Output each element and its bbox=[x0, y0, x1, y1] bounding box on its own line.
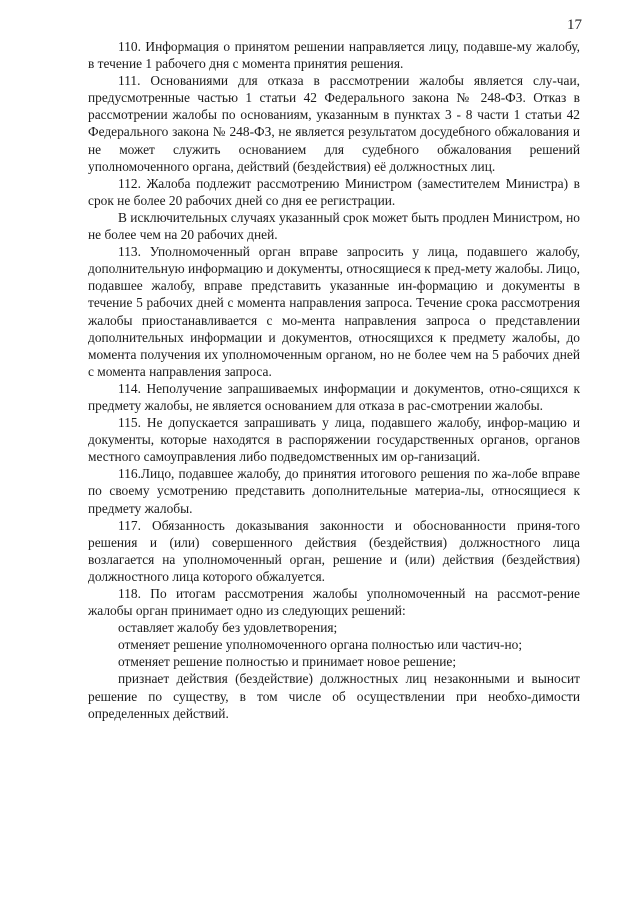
paragraph-118: 118. По итогам рассмотрения жалобы уполномоченный на рассмот-рение жалобы орган принимает одно из следующих решений: bbox=[88, 586, 580, 619]
paragraph-112: 112. Жалоба подлежит рассмотрению Министром (заместителем Министра) в срок не более 20 рабочих дней со дня ее регистрации. bbox=[88, 175, 580, 208]
page-number: 17 bbox=[567, 17, 582, 33]
decision-option-cancel-new: отменяет решение полностью и принимает новое решение; bbox=[118, 654, 457, 670]
paragraph-112-exception: В исключительных случаях указанный срок может быть продлен Министром, но не более чем на 20 рабочих дней. bbox=[88, 209, 580, 243]
paragraph-116: 116.Лицо, подавшее жалобу, до принятия итогового решения по жа-лобе вправе по своему усмотрению представить дополнительные материа-лы, относящиеся к предмету жалобы. bbox=[88, 466, 580, 516]
paragraph-111: 111. Основаниями для отказа в рассмотрении жалобы является слу-чаи, предусмотренные частью 1 статьи 42 Федерального закона № 248-ФЗ. Отказ в рассмотрении жалобы по основаниям, указанным в пунктах 3 - 8 части 1 статьи 42 Федерального закона № 248-ФЗ, не является результатом досудебного обжалования и не может служить основанием для судебного обжалования решений уполномоченного органа, действий (бездействия) её должностных лиц. bbox=[88, 73, 580, 174]
decision-option-declare-unlawful: признает действия (бездействие) должностных лиц незаконными и выносит решение по существу, в том числе об осуществлении при необхо-димости определенных действий. bbox=[88, 671, 580, 721]
paragraph-115: 115. Не допускается запрашивать у лица, подавшего жалобу, инфор-мацию и документы, которые находятся в распоряжении государственных органов, органов местного самоуправления либо подведомственных им ор-ганизаций. bbox=[88, 415, 580, 465]
decision-option-cancel-partial: отменяет решение уполномоченного органа полностью или частич-но; bbox=[118, 637, 523, 653]
paragraph-110: 110. Информация о принятом решении направляется лицу, подавше-му жалобу, в течение 1 рабочего дня с момента принятия решения. bbox=[88, 39, 580, 72]
paragraph-113: 113. Уполномоченный орган вправе запросить у лица, подавшего жалобу, дополнительную информацию и документы, относящиеся к пред-мету жалобы. Лицо, подавшее жалобу, вправе представить указанные ин-формацию и документы в течение 5 рабочих дней с момента направления запроса. Течение срока рассмотрения жалобы приостанавливается с мо-мента направления запроса о представлении дополнительных информации и документов, относящихся к предмету жалобы, до момента получения их уполномоченным органом, но не более чем на 5 рабочих дней с момента направления запроса. bbox=[88, 244, 580, 379]
decision-option-leave: оставляет жалобу без удовлетворения; bbox=[118, 620, 338, 636]
document-body bbox=[88, 38, 580, 722]
paragraph-114: 114. Неполучение запрашиваемых информации и документов, отно-сящихся к предмету жалобы, не является основанием для отказа в рас-смотрении жалобы. bbox=[88, 380, 580, 413]
paragraph-117: 117. Обязанность доказывания законности и обоснованности приня-того решения и (или) совершенного действия (бездействия) должностного лица возлагается на уполномоченный орган, решение и (или) действия (бездействия) должностного лица которого обжалуется. bbox=[88, 517, 580, 584]
